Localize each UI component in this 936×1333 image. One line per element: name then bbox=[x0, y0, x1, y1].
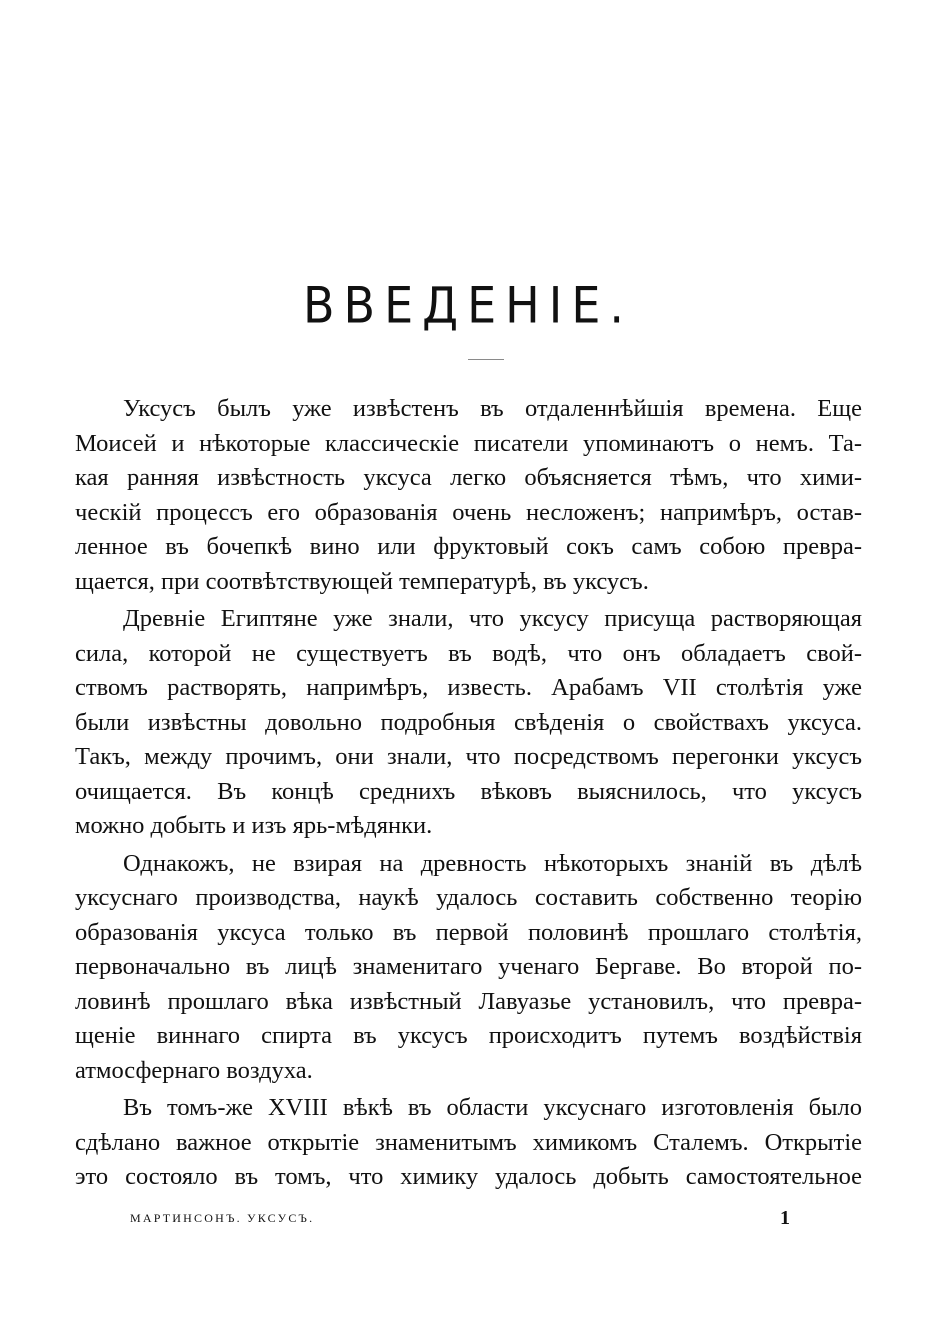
text-line: Древніе Египтяне уже знали, что уксусу присуща растворяющая bbox=[123, 605, 862, 632]
text-line: Такъ, между прочимъ, они знали, что посредствомъ перегонки уксусъ bbox=[75, 743, 862, 770]
text-line: можно добыть и изъ ярь-мѣдянки. bbox=[75, 812, 433, 839]
text-line: сила, которой не существуетъ въ водѣ, что онъ обладаетъ свой- bbox=[75, 639, 862, 667]
title-divider bbox=[468, 359, 504, 360]
text-line: уксуснаго производства, наукѣ удалось составить собственно теорію bbox=[75, 884, 862, 911]
paragraph-2 bbox=[75, 602, 862, 844]
text-line: ствомъ растворять, напримѣръ, известь. Арабамъ VII столѣтія уже bbox=[75, 674, 862, 701]
text-line: Однакожъ, не взирая на древность нѣкоторыхъ знаній въ дѣлѣ bbox=[123, 849, 862, 877]
text-line: ловинѣ прошлаго вѣка извѣстный Лавуазье установилъ, что превра- bbox=[75, 987, 862, 1015]
paragraph-3 bbox=[75, 847, 862, 1089]
text-line: Моисей и нѣкоторые классическіе писатели упоминаютъ о немъ. Та- bbox=[75, 429, 862, 457]
text-line: это состояло въ томъ, что химику удалось добыть самостоятельное bbox=[75, 1163, 862, 1190]
page-footer bbox=[130, 1207, 790, 1231]
paragraph-1 bbox=[75, 392, 862, 599]
text-line: образованія уксуса только въ первой половинѣ прошлаго столѣтія, bbox=[75, 918, 862, 946]
text-line: щеніе виннаго спирта въ уксусъ происходитъ путемъ воздѣйствія bbox=[75, 1022, 862, 1049]
text-line: кая ранняя извѣстность уксуса легко объясняется тѣмъ, что хими- bbox=[75, 464, 862, 491]
text-line: Уксусъ былъ уже извѣстенъ въ отдаленнѣйшія времена. Еще bbox=[123, 395, 862, 422]
paragraph-4 bbox=[75, 1091, 862, 1195]
text-line: щается, при соотвѣтствующей температурѣ, въ уксусъ. bbox=[75, 567, 649, 595]
text-line: очищается. Въ концѣ среднихъ вѣковъ выяснилось, что уксусъ bbox=[75, 777, 862, 805]
page-number: 1 bbox=[780, 1207, 790, 1229]
body-text bbox=[75, 392, 862, 1198]
text-line: сдѣлано важное открытіе знаменитымъ химикомъ Сталемъ. Открытіе bbox=[75, 1128, 862, 1156]
text-line: атмосфернаго воздуха. bbox=[75, 1056, 313, 1084]
text-line: ческій процессъ его образованія очень несложенъ; напримѣръ, остав- bbox=[75, 498, 862, 526]
text-line: первоначально въ лицѣ знаменитаго ученаго Бергаве. Во второй по- bbox=[75, 953, 862, 980]
signature-mark: МАРТИНСОНЪ. УКСУСЪ. bbox=[130, 1211, 315, 1225]
text-line: Въ томъ-же XVIII вѣкѣ въ области уксуснаго изготовленія было bbox=[123, 1094, 862, 1121]
text-line: ленное въ бочепкѣ вино или фруктовый сокъ самъ собою превра- bbox=[75, 533, 862, 560]
chapter-title: ВВЕДЕНІЕ. bbox=[302, 275, 634, 335]
text-line: были извѣстны довольно подробныя свѣденія о свойствахъ уксуса. bbox=[75, 708, 862, 736]
